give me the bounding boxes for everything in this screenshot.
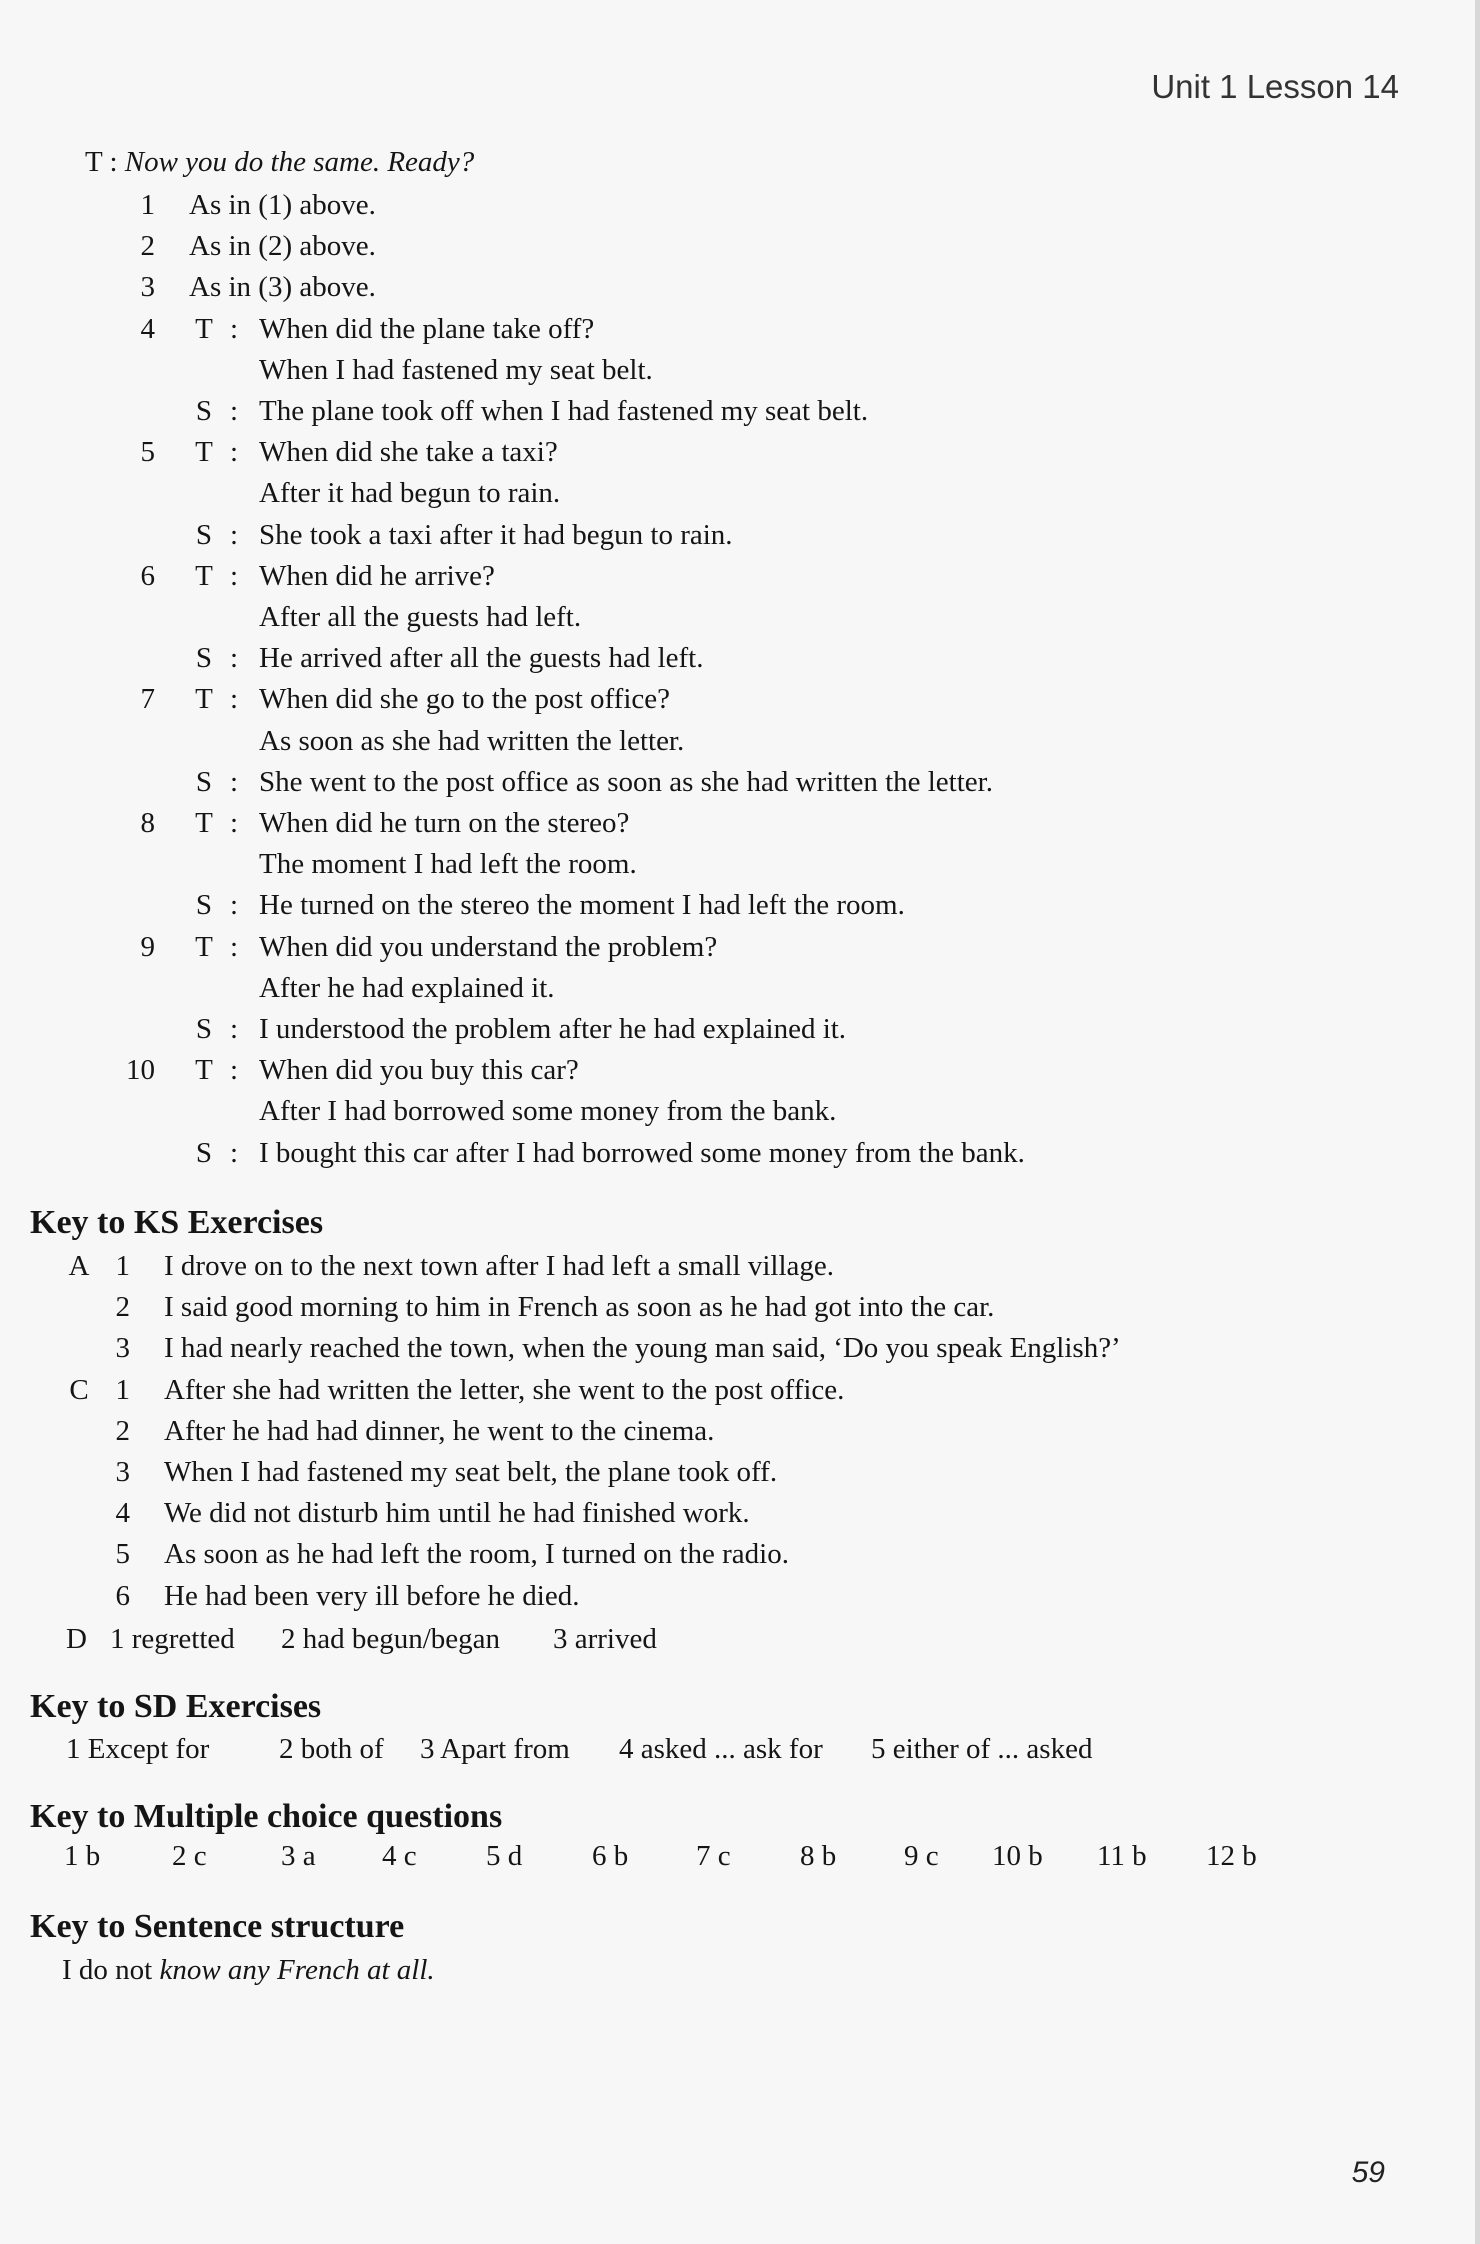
line-number: 5 (140, 436, 155, 469)
mc-answer: 6 b (592, 1840, 629, 1872)
colon: : (230, 1136, 239, 1169)
mc-answer: 1 b (64, 1840, 101, 1872)
mc-answer: 11 b (1097, 1840, 1147, 1872)
sd-answer: 3 Apart from (420, 1733, 570, 1765)
page-number: 59 (1351, 2156, 1385, 2189)
ks-d-letter: D (66, 1623, 87, 1655)
structure-heading: Key to Sentence structure (30, 1908, 405, 1945)
speaker-label: S (195, 1136, 213, 1169)
colon: : (230, 807, 239, 839)
line-text: When did the plane take off? (259, 312, 595, 345)
colon: : (230, 395, 239, 427)
mc-answer: 4 c (382, 1840, 417, 1872)
colon: : (230, 312, 239, 345)
structure-answer (62, 1954, 435, 1987)
intro-text: Now you do the same. Ready? (124, 146, 475, 178)
line-text: The moment I had left the room. (259, 848, 637, 881)
speaker-label: T (195, 930, 213, 963)
line-number: 1 (140, 189, 155, 221)
d-answer: 3 arrived (553, 1623, 657, 1655)
ks-heading: Key to KS Exercises (30, 1204, 324, 1241)
item-text: After he had had dinner, he went to the cinema. (164, 1414, 715, 1447)
line-text: She went to the post office as soon as she had written the letter. (259, 765, 993, 798)
speaker-label: S (195, 642, 213, 675)
line-text: As in (3) above. (189, 271, 376, 304)
speaker-label: T (195, 807, 213, 839)
sd-answer: 2 both of (279, 1733, 384, 1765)
speaker-label: S (195, 765, 213, 798)
intro-speaker: T : (85, 146, 118, 178)
line-text: After it had begun to rain. (259, 477, 561, 510)
line-number: 3 (140, 271, 155, 304)
line-text: I understood the problem after he had explained it. (259, 1013, 847, 1045)
line-number: 6 (140, 559, 155, 592)
mc-heading: Key to Multiple choice questions (30, 1798, 503, 1835)
line-number: 9 (140, 930, 155, 963)
item-text: I drove on to the next town after I had left a small village. (164, 1250, 835, 1282)
sd-answer: 4 asked ... ask for (619, 1733, 823, 1765)
colon: : (230, 889, 239, 922)
drill-intro (85, 146, 474, 179)
item-number: 1 (115, 1250, 130, 1282)
item-text: When I had fastened my seat belt, the plane took off. (164, 1456, 778, 1488)
d-answer: 2 had begun/began (281, 1623, 501, 1655)
speaker-label: S (195, 889, 213, 922)
structure-plain: I do not (62, 1954, 160, 1986)
mc-answer: 7 c (696, 1840, 731, 1872)
line-text: As in (1) above. (189, 189, 376, 221)
line-text: I bought this car after I had borrowed some money from the bank. (259, 1136, 1025, 1169)
line-text: After he had explained it. (259, 971, 555, 1004)
line-number: 4 (140, 312, 155, 345)
sd-answer: 1 Except for (66, 1733, 210, 1765)
line-number: 8 (140, 807, 155, 839)
colon: : (230, 642, 239, 675)
item-text: I had nearly reached the town, when the young man said, ‘Do you speak English?’ (164, 1332, 1121, 1365)
line-text: As in (2) above. (189, 230, 376, 263)
item-number: 6 (115, 1579, 130, 1612)
colon: : (230, 559, 239, 592)
mc-answer: 8 b (800, 1840, 837, 1872)
item-number: 5 (115, 1538, 130, 1571)
item-text: He had been very ill before he died. (164, 1579, 580, 1612)
line-number: 7 (140, 683, 155, 716)
mc-answer: 3 a (281, 1840, 316, 1872)
speaker-label: S (195, 1013, 213, 1045)
line-text: She took a taxi after it had begun to rain. (259, 518, 733, 551)
item-text: After she had written the letter, she went to the post office. (164, 1373, 845, 1406)
item-number: 2 (115, 1414, 130, 1447)
speaker-label: S (195, 518, 213, 551)
mc-answer: 10 b (992, 1840, 1043, 1872)
item-number: 3 (115, 1332, 130, 1365)
unit-lesson-header: Unit 1 Lesson 14 (1151, 68, 1399, 105)
colon: : (230, 518, 239, 551)
page-edge (1475, 0, 1480, 2244)
colon: : (230, 436, 239, 469)
speaker-label: S (195, 395, 213, 427)
sd-answer: 5 either of ... asked (871, 1733, 1093, 1765)
colon: : (230, 683, 239, 716)
line-text: As soon as she had written the letter. (259, 724, 685, 757)
line-text: He turned on the stereo the moment I had left the room. (259, 889, 905, 922)
exercise-letter: A (68, 1250, 90, 1282)
line-text: The plane took off when I had fastened my seat belt. (259, 395, 869, 427)
speaker-label: T (195, 436, 213, 469)
line-number: 2 (140, 230, 155, 263)
speaker-label: T (195, 683, 213, 716)
item-number: 2 (115, 1291, 130, 1324)
colon: : (230, 765, 239, 798)
line-text: When did she go to the post office? (259, 683, 670, 716)
line-text: When I had fastened my seat belt. (259, 353, 653, 386)
d-answer: 1 regretted (110, 1623, 235, 1655)
line-text: When did he turn on the stereo? (259, 807, 630, 839)
line-number: 10 (126, 1054, 155, 1087)
colon: : (230, 1054, 239, 1087)
colon: : (230, 1013, 239, 1045)
line-text: When did she take a taxi? (259, 436, 558, 469)
item-number: 3 (115, 1456, 130, 1488)
colon: : (230, 930, 239, 963)
speaker-label: T (195, 559, 213, 592)
mc-answer: 5 d (486, 1840, 523, 1872)
line-text: When did he arrive? (259, 559, 495, 592)
speaker-label: T (195, 312, 213, 345)
mc-answer: 9 c (904, 1840, 939, 1872)
exercise-letter: C (69, 1373, 89, 1406)
item-number: 4 (115, 1497, 130, 1530)
item-text: As soon as he had left the room, I turned on the radio. (164, 1538, 789, 1571)
sd-heading: Key to SD Exercises (30, 1688, 322, 1725)
line-text: After I had borrowed some money from the bank. (259, 1095, 837, 1128)
line-text: After all the guests had left. (259, 601, 582, 633)
item-text: I said good morning to him in French as soon as he had got into the car. (164, 1291, 995, 1324)
line-text: When did you understand the problem? (259, 930, 718, 963)
structure-italic: know any French at all. (159, 1954, 435, 1986)
item-number: 1 (115, 1373, 130, 1406)
mc-answer: 2 c (172, 1840, 207, 1872)
line-text: When did you buy this car? (259, 1054, 579, 1087)
speaker-label: T (195, 1054, 213, 1087)
line-text: He arrived after all the guests had left. (259, 642, 704, 675)
item-text: We did not disturb him until he had finished work. (164, 1497, 750, 1530)
mc-answer: 12 b (1206, 1840, 1257, 1872)
